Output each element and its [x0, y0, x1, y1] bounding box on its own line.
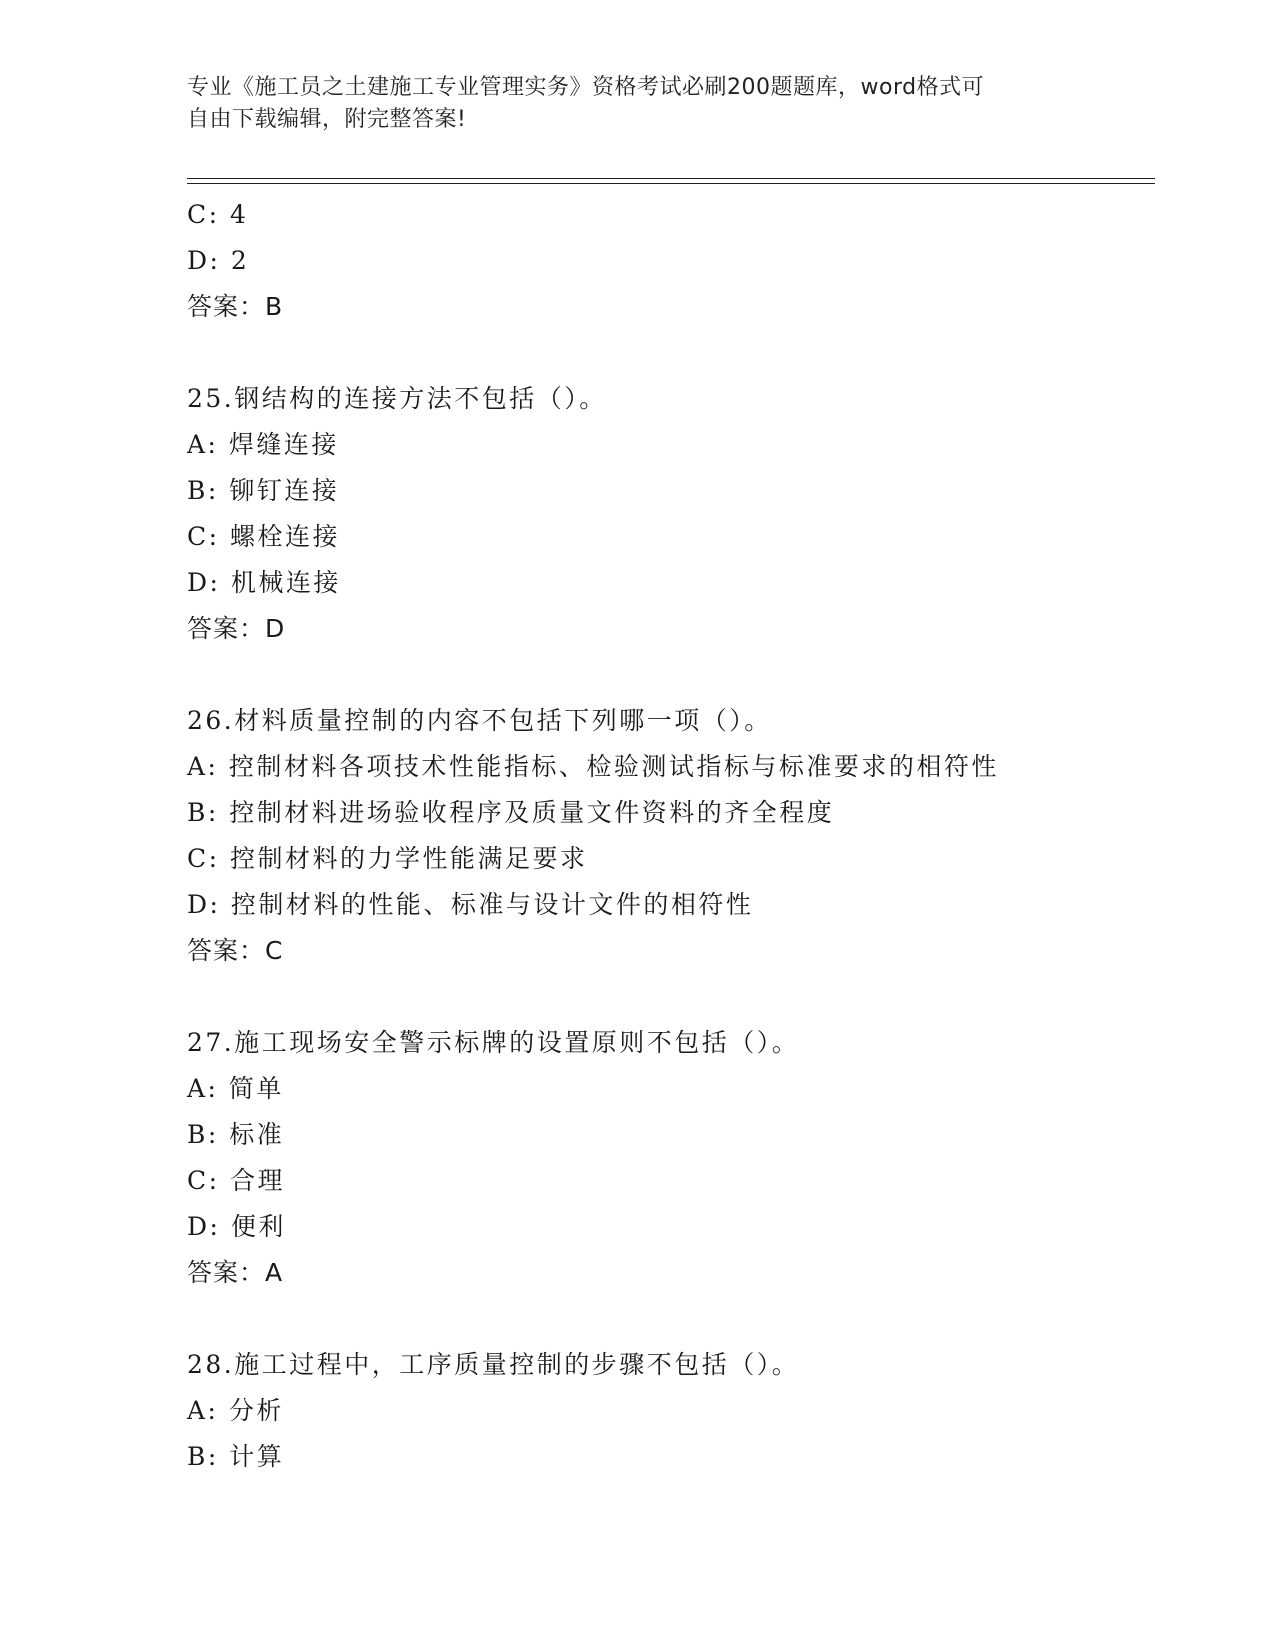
answer-line: 答案：A	[187, 1258, 284, 1287]
question-block-28	[187, 1342, 1147, 1480]
spacer	[187, 1296, 1147, 1342]
question-list	[187, 192, 1147, 1480]
option-b: B: 铆钉连接	[187, 476, 340, 505]
option-a: A: 焊缝连接	[187, 430, 339, 459]
header-line-1: 专业《施工员之土建施工专业管理实务》资格考试必刷200题题库，word格式可	[187, 75, 985, 100]
option-b: B: 标准	[187, 1120, 285, 1149]
spacer	[187, 330, 1147, 376]
question-block-26	[187, 698, 1147, 974]
answer-line: 答案：C	[187, 936, 284, 965]
option-b: B: 计算	[187, 1442, 285, 1471]
option-a: A: 简单	[187, 1074, 284, 1103]
document-header	[187, 72, 1067, 136]
option-a: A: 控制材料各项技术性能指标、检验测试指标与标准要求的相符性	[187, 752, 999, 781]
answer-line: 答案：B	[187, 292, 284, 321]
option-c: C: 4	[187, 200, 249, 229]
option-d: D: 机械连接	[187, 568, 341, 597]
option-a: A: 分析	[187, 1396, 284, 1425]
spacer	[187, 974, 1147, 1020]
option-c: C: 合理	[187, 1166, 285, 1195]
option-b: B: 控制材料进场验收程序及质量文件资料的齐全程度	[187, 798, 835, 827]
question-stem: 25.钢结构的连接方法不包括（）。	[187, 384, 607, 413]
question-stem: 27.施工现场安全警示标牌的设置原则不包括（）。	[187, 1028, 800, 1057]
spacer	[187, 652, 1147, 698]
question-block-prev	[187, 192, 1147, 330]
option-d: D: 控制材料的性能、标准与设计文件的相符性	[187, 890, 754, 919]
question-stem: 26.材料质量控制的内容不包括下列哪一项（）。	[187, 706, 772, 735]
header-line-2: 自由下载编辑，附完整答案!	[187, 107, 467, 132]
header-rule-bottom	[187, 183, 1155, 184]
option-d: D: 便利	[187, 1212, 286, 1241]
option-c: C: 螺栓连接	[187, 522, 340, 551]
header-rule-top	[187, 178, 1155, 179]
question-block-27	[187, 1020, 1147, 1296]
question-block-25	[187, 376, 1147, 652]
option-c: C: 控制材料的力学性能满足要求	[187, 844, 588, 873]
answer-line: 答案：D	[187, 614, 286, 643]
option-d: D: 2	[187, 246, 250, 275]
question-stem: 28.施工过程中，工序质量控制的步骤不包括（）。	[187, 1350, 800, 1379]
